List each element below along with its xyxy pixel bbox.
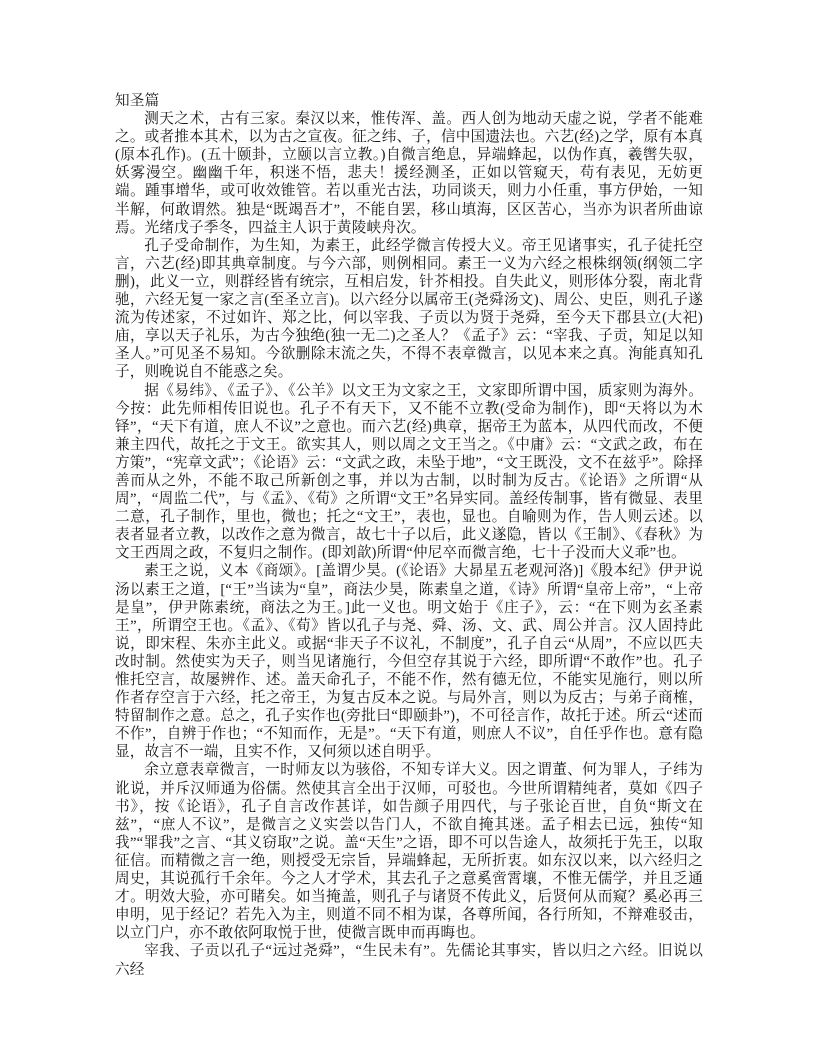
paragraph-weiyan: 余立意表章微言，一时师友以为骇俗，不知专详大义。因之谓董、何为罪人，子纬为讹说，并斥汉师通为俗儒。然使其言全出于汉师，可驳也。今世所谓精纯者，莫如《四子书》，按《论语》，孔子自言改作甚详，如告颜子用四代，与子张论百世，自负“斯文在兹”，“庶人不议”，是微言之义实尝以告门人，不欲自掩其迷。孟子相去已远，独传“知我”“罪我”之言、“其义窃取”之说。盖“天生”之语，即不可以告途人，故须托于先王，以取征信。而精微之言一绝，则授受无宗旨，异端蜂起，无所折衷。如东汉以来，以六经归之周史，其说孤行千余年。今之人才学术，其去孔子之意奚啻霄壤，不惟无儒学，并且乏通才。明效大验，亦可睹矣。如当掩盖，则孔子与诸贤不传此义，后贤何从而窥？奚必再三申明，见于经记？若先入为主，则道不同不相为谋，各尊所闻，各行所知，不辩难驳击，以立门户，亦不敢依阿取悦于世，使微言既申而再晦也。 xyxy=(115,762,703,942)
paragraph-suwang-intro: 孔子受命制作，为生知，为素王，此经学微言传授大义。帝王见诸事实，孔子徒托空言，六艺(经)即其典章制度。与今六部，则例相同。素王一义为六经之根株纲领(纲领二字删)，此义一立，则群经皆有统宗，互相启发，针芥相投。自失此义，则形体分裂，南北背驰，六经无复一家之言(至圣立言)。以六经分以属帝王(尧舜汤文)、周公、史臣，则孔子遂流为传述家，不过如许、郑之比，何以宰我、子贡以为贤于尧舜，至今天下郡县立(大祀)庙，享以天子礼乐，为古今独绝(独一无二)之圣人？《孟子》云：“宰我、子贡，知足以知圣人。”可见圣不易知。今欲删除末流之失，不得不表章微言，以见本来之真。洵能真知孔子，则晚说自不能惑之矣。 xyxy=(115,237,703,381)
paragraph-preface: 测天之术，古有三家。秦汉以来，惟传浑、盖。西人创为地动天虚之说，学者不能难之。或者推本其术，以为古之宣夜。征之纬、子，信中国遗法也。六艺(经)之学，原有本真(原本孔作)。(五十颐卦，立颐以言立教。)自微言绝息，异端蜂起，以伪作真，羲辔失驭，妖雾漫空。幽幽千年，积迷不悟，悲夫！援经测圣，正如以管窥天，苟有表见，无妨更端。踵事增华，或可收效锥管。若以重光古法，功同谈天，则力小任重，事方伊始，一知半解，何敢谓然。独是“既竭吾才”，不能自罢，移山填海，区区苦心，当亦为识者所曲谅焉。光绪戊子季冬，四益主人识于黄陵峡舟次。 xyxy=(115,111,703,236)
document-title: 知圣篇 xyxy=(115,93,160,109)
paragraph-wenwang: 据《易纬》、《孟子》、《公羊》以文王为文家之王，文家即所谓中国，质家则为海外。今按：此先师相传旧说也。孔子不有天下，又不能不立教(受命为制作)，即“天将以为木铎”，“天下有道，庶人不议”之意也。而六艺(经)典章，据帝王为蓝本，从四代而改，不便兼主四代，故托之于文王。欲实其人，则以周之文王当之。《中庸》云：“文武之政，布在方策”，“宪章文武”；《论语》云：“文武之政，未坠于地”，“文王既没，文不在兹乎”。除择善而从之外，不能不取己所新创之事，并以为古制，以时制为反古。《论语》之所谓“从周”，“周监二代”，与《孟》、《荀》之所谓“文王”名异实同。盖经传制事，皆有微显、表里二意，孔子制作，里也，微也；托之“文王”，表也，显也。自喻则为作，告人则云述。以表者显者立教，以改作之意为微言，故七十子以后，此义遂隐，皆以《王制》、《春秋》为文王西周之政，不复归之制作。(即刘歆)所谓“仲尼卒而微言绝，七十子没而大义乖”也。 xyxy=(115,382,703,562)
text-block xyxy=(115,92,703,979)
paragraph-zaiwo-zigong: 宰我、子贡以孔子“远过尧舜”，“生民未有”。先儒论其事实，皆以归之六经。旧说以六经 xyxy=(115,943,703,978)
paragraph-suwang-theory: 素王之说，义本《商颂》。[盖谓少昊。(《论语》大昴星五老观河洛)]《殷本纪》伊尹说汤以素王之道，[“王”当读为“皇”，商法少昊，陈素皇之道，《诗》所谓“皇帝上帝”，“上帝是皇”，伊尹陈素统，商法之为王。]此一义也。明文始于《庄子》，云：“在下则为玄圣素王”，所谓空王也。《孟》、《荀》皆以孔子与尧、舜、汤、文、武、周公并言。汉人固持此说，即宋程、朱亦主此义。或据“非天子不议礼，不制度”，孔子自云“从周”，不应以匹夫改时制。然使实为天子，则当见诸施行，今但空存其说于六经，即所谓“不敢作”也。孔子惟托空言，故屡辨作、述。盖天命孔子，不能不作，然有德无位，不能实见施行，则以所作者存空言于六经，托之帝王，为复古反本之说。与局外言，则以为反古；与弟子商榷，特留制作之意。总之，孔子实作也(旁批曰“即颐卦”)，不可径言作，故托于述。所云“述而不作”，自辨于作也；“不知而作，无是”。“天下有道，则庶人不议”，自任乎作也。意有隐显，故言不一端，且实不作，又何须以述自明乎。 xyxy=(115,563,703,761)
